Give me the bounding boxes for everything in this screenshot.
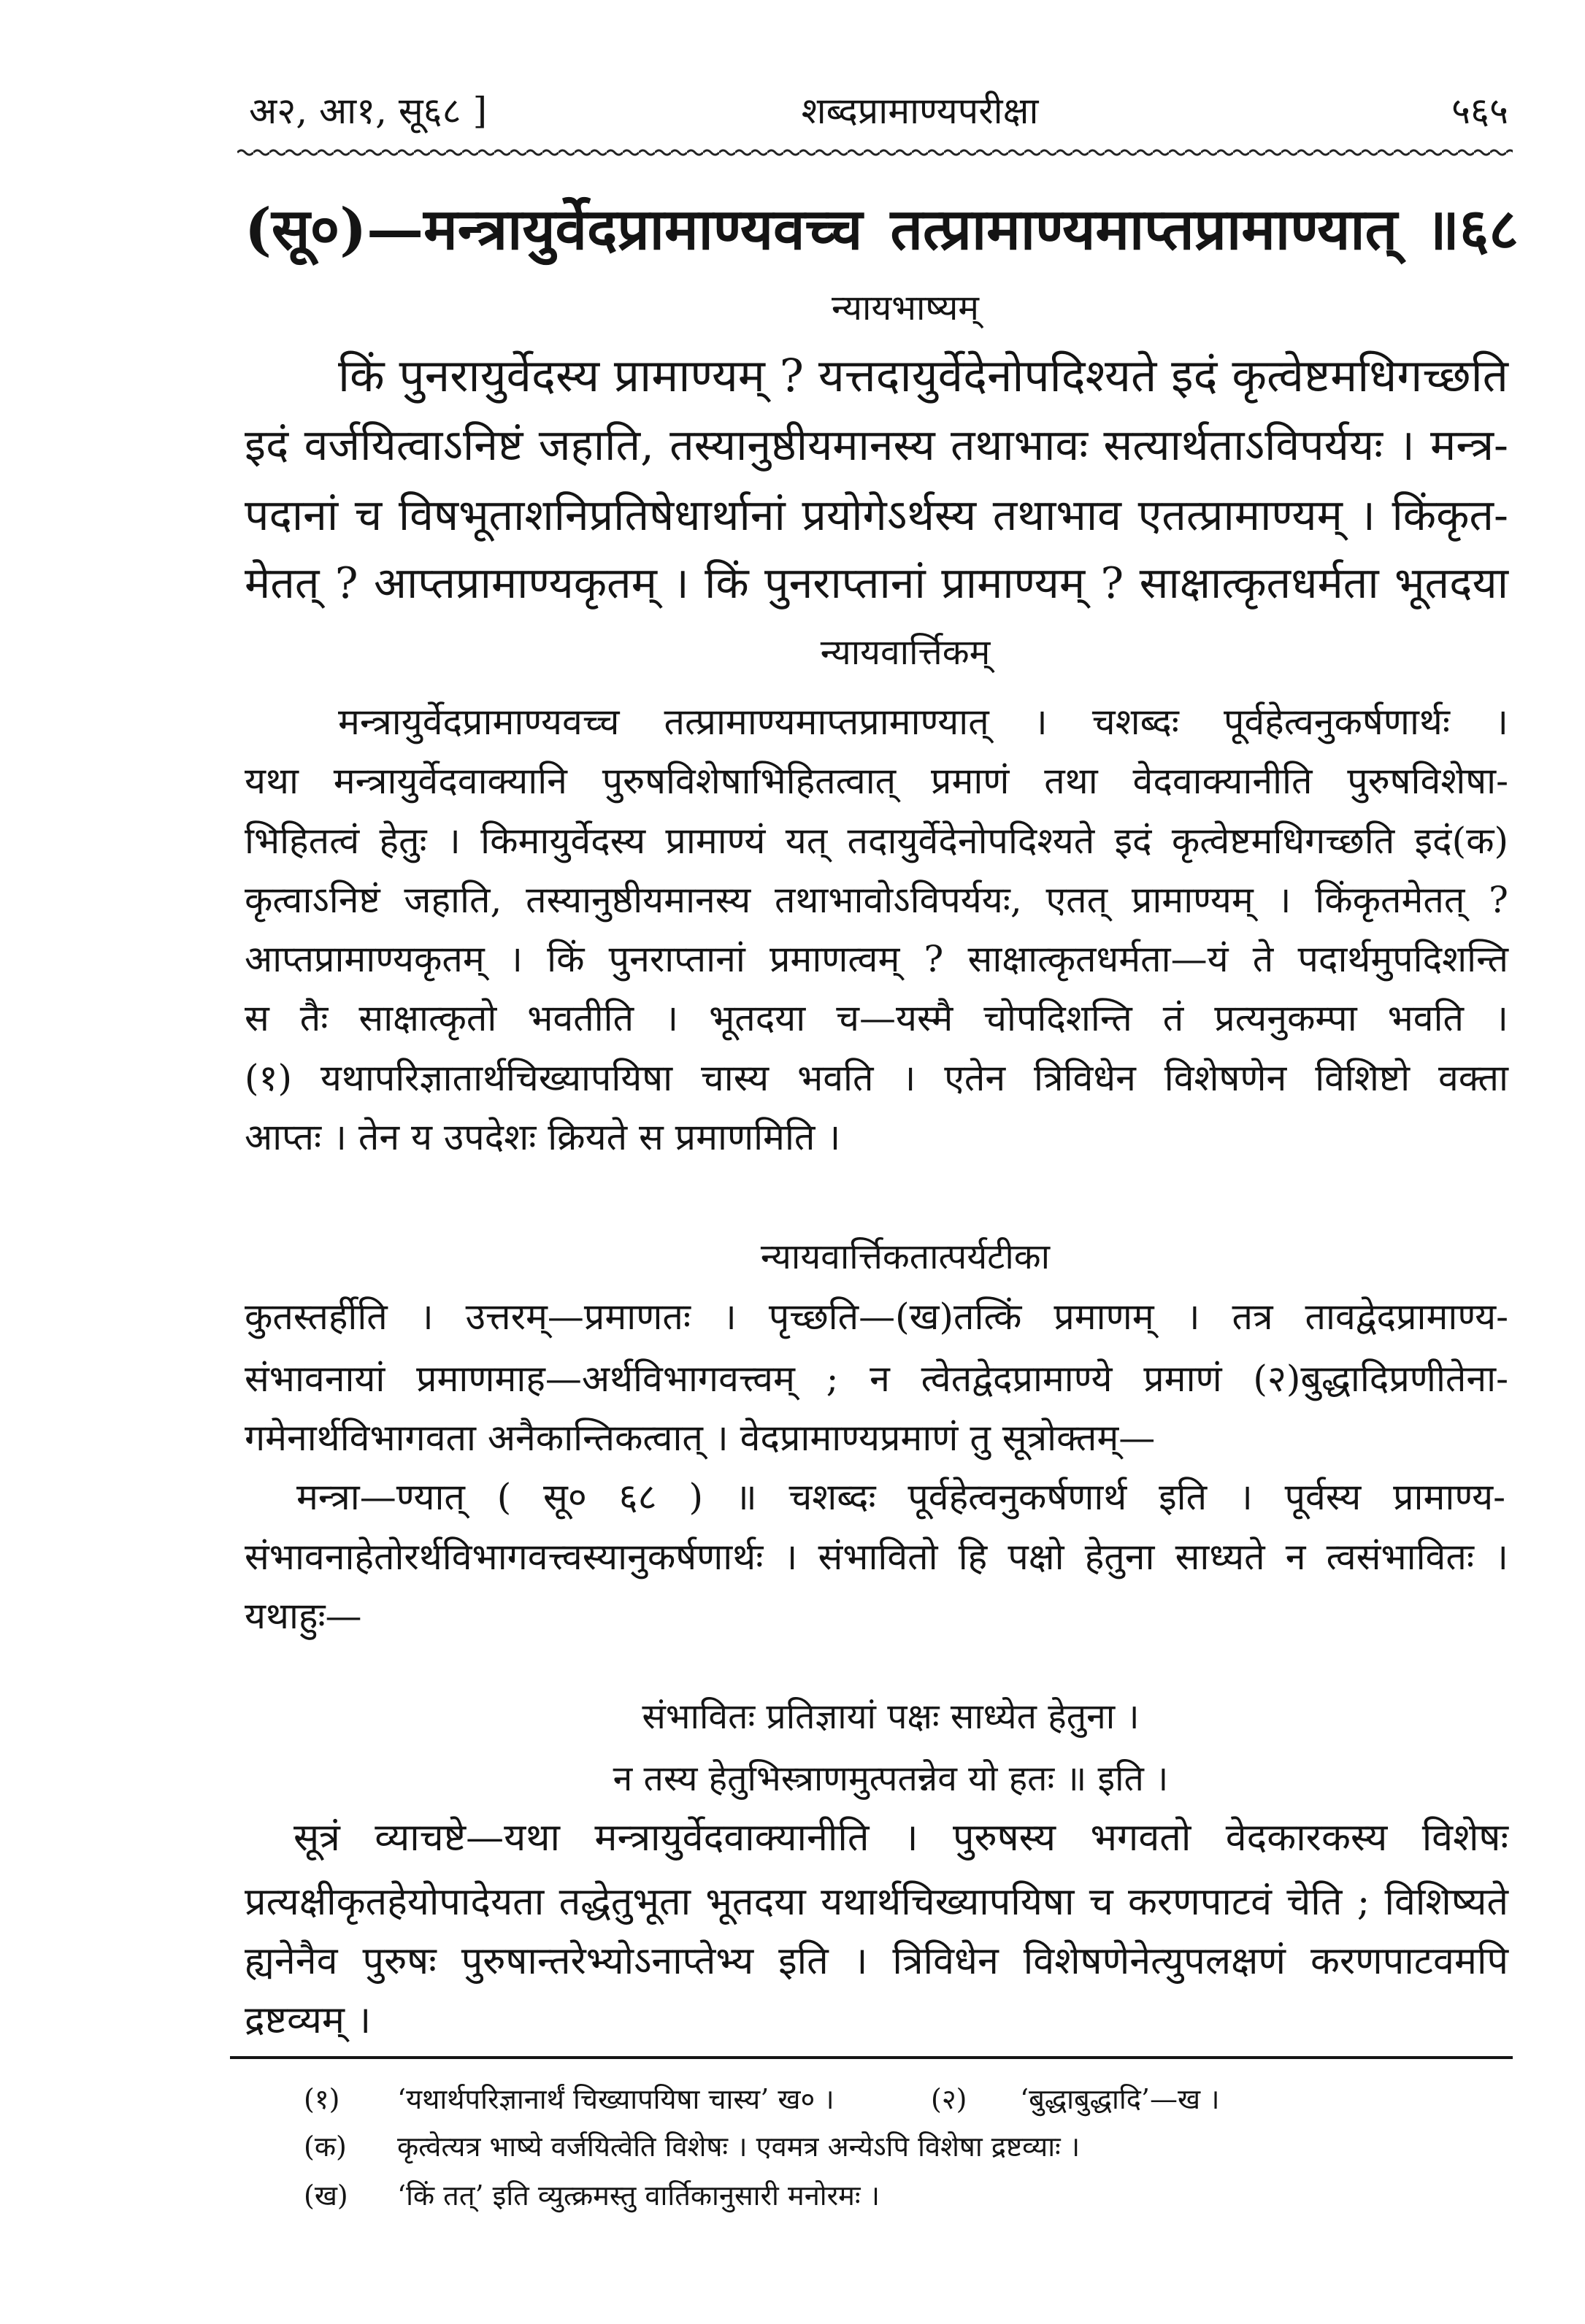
tika-line: द्रष्टव्यम् ।	[245, 1998, 372, 2042]
bhashya-line: पदानां च विषभूताशनिप्रतिषेधार्थानां प्रयोगेऽर्थस्य तथाभाव एतत्प्रामाण्यम् । किंकृत-	[245, 490, 1508, 540]
wavy-separator	[237, 146, 1513, 159]
verse-line: संभावितः प्रतिज्ञायां पक्षः साध्येत हेतुना ।	[642, 1696, 1140, 1737]
tika-heading: न्यायवार्त्तिकतात्पर्यटीका	[760, 1236, 1051, 1277]
vartika-line: भिहितत्वं हेतुः । किमायुर्वेदस्य प्रामाण्यं यत् तदायुर्वेदेनोपदिश्यते इदं कृत्वेष्टमधिगच्छति इदं(क)	[245, 820, 1508, 862]
tika-line: सूत्रं व्याचष्टे—यथा मन्त्रायुर्वेदवाक्यानीति । पुरुषस्य भगवतो वेदकारकस्य विशेषः	[293, 1816, 1508, 1860]
footnote-marker: (१)	[304, 2083, 340, 2115]
running-title: शब्दप्रामाण्यपरीक्षा	[801, 90, 1039, 132]
bhashya-line: मेतत् ? आप्तप्रामाण्यकृतम् । किं पुनराप्तानां प्रामाण्यम् ? साक्षात्कृतधर्मता भूतदया	[245, 558, 1508, 608]
footnote-text: ‘बुद्धाबुद्धादि’—ख ।	[1020, 2083, 1220, 2115]
vartika-line: आप्तप्रामाण्यकृतम् । किं पुनराप्तानां प्रमाणत्वम् ? साक्षात्कृतधर्मता—यं ते पदार्थमुपदिशन्ति	[245, 938, 1508, 980]
verse-line: न तस्य हेतुभिस्त्राणमुत्पतन्नेव यो हतः ॥ इति ।	[613, 1758, 1169, 1799]
tika-line: ह्यनेनैव पुरुषः पुरुषान्तरेभ्योऽनाप्तेभ्य इति । त्रिविधेन विशेषणेनेत्युपलक्षणं करणपाटवमपि	[245, 1939, 1508, 1983]
bhashya-line: किं पुनरायुर्वेदस्य प्रामाण्यम् ? यत्तदायुर्वेदेनोपदिश्यते इदं कृत्वेष्टमधिगच्छति	[338, 349, 1508, 402]
footnote-text: ‘किं तत्’ इति व्युत्क्रमस्तु वार्तिकानुसारी मनोरमः ।	[397, 2179, 880, 2212]
tika-line: संभावनाहेतोरर्थविभागवत्त्वस्यानुकर्षणार्थः । संभावितो हि पक्षो हेतुना साध्यते न त्वसंभावितः ।	[245, 1536, 1508, 1578]
page-number: ५६५	[1451, 90, 1508, 132]
footnote-marker: (क)	[304, 2131, 347, 2163]
vartika-line: स तैः साक्षात्कृतो भवतीति । भूतदया च—यस्मै चोपदिशन्ति तं प्रत्यनुकम्पा भवति ।	[245, 997, 1508, 1039]
footnote-rule	[230, 2056, 1513, 2059]
tika-line: मन्त्रा—ण्यात् ( सू० ६८ ) ॥ चशब्दः पूर्वहेत्वनुकर्षणार्थ इति । पूर्वस्य प्रामाण्य-	[296, 1476, 1505, 1518]
vartika-line: मन्त्रायुर्वेदप्रामाण्यवच्च तत्प्रामाण्यमाप्तप्रामाण्यात् । चशब्दः पूर्वहेत्वनुकर्षणार्थः ।	[338, 701, 1508, 743]
vartika-line: कृत्वाऽनिष्टं जहाति, तस्यानुष्ठीयमानस्य तथाभावोऽविपर्ययः, एतत् प्रामाण्यम् । किंकृतमेतत् ?	[245, 879, 1508, 921]
vartika-heading: न्यायवार्त्तिकम्	[820, 632, 991, 673]
footnote-text: ‘यथार्थपरिज्ञानार्थं चिख्यापयिषा चास्य’ ख० ।	[397, 2083, 834, 2115]
tika-line: प्रत्यक्षीकृतहेयोपादेयता तद्धेतुभूता भूतदया यथार्थचिख्यापयिषा च करणपाटवं चेति ; विशिष्यते	[245, 1880, 1508, 1924]
tika-line: यथाहुः—	[245, 1595, 362, 1637]
section-reference: अ२, आ१, सू६८ ]	[249, 90, 488, 132]
footnote-marker: (ख)	[304, 2179, 348, 2212]
footnote-text: कृत्वेत्यत्र भाष्ये वर्जयित्वेति विशेषः । एवमत्र अन्येऽपि विशेषा द्रष्टव्याः ।	[397, 2131, 1081, 2163]
bhashya-line: इदं वर्जयित्वाऽनिष्टं जहाति, तस्यानुष्ठीयमानस्य तथाभावः सत्यार्थताऽविपर्ययः । मन्त्र-	[245, 420, 1508, 470]
vartika-line: आप्तः । तेन य उपदेशः क्रियते स प्रमाणमिति ।	[245, 1116, 841, 1158]
vartika-line: यथा मन्त्रायुर्वेदवाक्यानि पुरुषविशेषाभिहितत्वात् प्रमाणं तथा वेदवाक्यानीति पुरुषविशेषा-	[245, 760, 1508, 802]
tika-line: गमेनार्थविभागवता अनैकान्तिकत्वात् । वेदप्रामाण्यप्रमाणं तु सूत्रोक्तम्—	[245, 1417, 1156, 1459]
footnote-marker: (२)	[931, 2083, 967, 2115]
sutra-title: (सू०)—मन्त्रायुर्वेदप्रामाण्यवच्च तत्प्रामाण्यमाप्तप्रामाण्यात् ॥६८	[245, 196, 1519, 263]
tika-line: संभावनायां प्रमाणमाह—अर्थविभागवत्त्वम् ; न त्वेतद्वेदप्रामाण्ये प्रमाणं (२)बुद्धादिप्रणीतेना-	[245, 1358, 1508, 1400]
tika-line: कुतस्तर्हीति । उत्तरम्—प्रमाणतः । पृच्छति—(ख)तत्किं प्रमाणम् । तत्र तावद्वेदप्रामाण्य-	[245, 1296, 1508, 1338]
bhashya-heading: न्यायभाष्यम्	[831, 288, 980, 328]
vartika-line: (१) यथापरिज्ञातार्थचिख्यापयिषा चास्य भवति । एतेन त्रिविधेन विशेषणेन विशिष्टो वक्ता	[245, 1057, 1508, 1099]
